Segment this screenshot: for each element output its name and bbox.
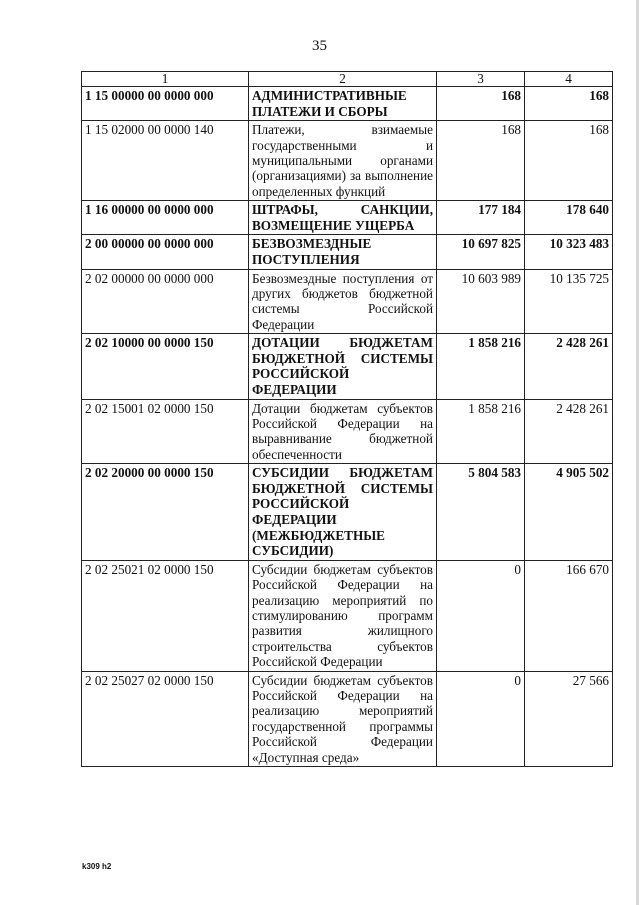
- footer-code: k309 h2: [82, 862, 112, 871]
- row-name: Дотации бюджетам субъектов Российской Федерации на выравнивание бюджетной обеспеченности: [249, 399, 437, 464]
- table-row: [82, 87, 613, 121]
- row-code: 2 02 25021 02 0000 150: [82, 560, 249, 671]
- header-col-4: 4: [525, 72, 613, 87]
- row-name: БЕЗВОЗМЕЗДНЫЕ ПОСТУПЛЕНИЯ: [249, 235, 437, 269]
- row-code: 2 02 20000 00 0000 150: [82, 464, 249, 561]
- header-col-1: 1: [82, 72, 249, 87]
- row-value-col4: 166 670: [525, 560, 613, 671]
- row-name: Субсидии бюджетам субъектов Российской Федерации на реализацию мероприятий государственной программы Российской Федерации «Доступная среда»: [249, 671, 437, 766]
- row-value-col3: 1 858 216: [437, 334, 525, 399]
- row-value-col3: 1 858 216: [437, 399, 525, 464]
- row-value-col3: 168: [437, 87, 525, 121]
- row-code: 1 16 00000 00 0000 000: [82, 201, 249, 235]
- row-name: Платежи, взимаемые государственными и муниципальными органами (организациями) за выполнение определенных функций: [249, 121, 437, 201]
- table-row: [82, 235, 613, 269]
- row-value-col3: 177 184: [437, 201, 525, 235]
- row-name: ДОТАЦИИ БЮДЖЕТАМ БЮДЖЕТНОЙ СИСТЕМЫ РОССИЙСКОЙ ФЕДЕРАЦИИ: [249, 334, 437, 399]
- row-value-col4: 168: [525, 87, 613, 121]
- table-row: [82, 201, 613, 235]
- budget-revenue-table: [81, 71, 613, 767]
- table-row: [82, 399, 613, 464]
- table-row: [82, 121, 613, 201]
- row-value-col3: 0: [437, 671, 525, 766]
- row-code: 2 02 00000 00 0000 000: [82, 269, 249, 334]
- row-value-col4: 10 135 725: [525, 269, 613, 334]
- row-value-col3: 168: [437, 121, 525, 201]
- row-code: 1 15 02000 00 0000 140: [82, 121, 249, 201]
- row-value-col3: 10 603 989: [437, 269, 525, 334]
- row-code: 1 15 00000 00 0000 000: [82, 87, 249, 121]
- page-number: 35: [312, 38, 327, 54]
- row-value-col3: 0: [437, 560, 525, 671]
- table-row: [82, 671, 613, 766]
- row-value-col3: 5 804 583: [437, 464, 525, 561]
- row-value-col4: 2 428 261: [525, 399, 613, 464]
- table-row: [82, 334, 613, 399]
- row-value-col4: 4 905 502: [525, 464, 613, 561]
- table-row: [82, 560, 613, 671]
- row-code: 2 02 10000 00 0000 150: [82, 334, 249, 399]
- row-value-col4: 178 640: [525, 201, 613, 235]
- row-name: СУБСИДИИ БЮДЖЕТАМ БЮДЖЕТНОЙ СИСТЕМЫ РОССИЙСКОЙ ФЕДЕРАЦИИ (МЕЖБЮДЖЕТНЫЕ СУБСИДИИ): [249, 464, 437, 561]
- row-code: 2 02 15001 02 0000 150: [82, 399, 249, 464]
- header-col-3: 3: [437, 72, 525, 87]
- table-header-row: [82, 72, 613, 87]
- row-value-col4: 27 566: [525, 671, 613, 766]
- row-value-col4: 10 323 483: [525, 235, 613, 269]
- row-value-col3: 10 697 825: [437, 235, 525, 269]
- table-row: [82, 464, 613, 561]
- row-name: Безвозмездные поступления от других бюджетов бюджетной системы Российской Федерации: [249, 269, 437, 334]
- row-code: 2 02 25027 02 0000 150: [82, 671, 249, 766]
- row-name: Субсидии бюджетам субъектов Российской Федерации на реализацию мероприятий по стимулированию программ развития жилищного строительства субъектов Российской Федерации: [249, 560, 437, 671]
- row-value-col4: 168: [525, 121, 613, 201]
- table-row: [82, 269, 613, 334]
- header-col-2: 2: [249, 72, 437, 87]
- row-value-col4: 2 428 261: [525, 334, 613, 399]
- row-code: 2 00 00000 00 0000 000: [82, 235, 249, 269]
- row-name: АДМИНИСТРАТИВНЫЕ ПЛАТЕЖИ И СБОРЫ: [249, 87, 437, 121]
- row-name: ШТРАФЫ, САНКЦИИ, ВОЗМЕЩЕНИЕ УЩЕРБА: [249, 201, 437, 235]
